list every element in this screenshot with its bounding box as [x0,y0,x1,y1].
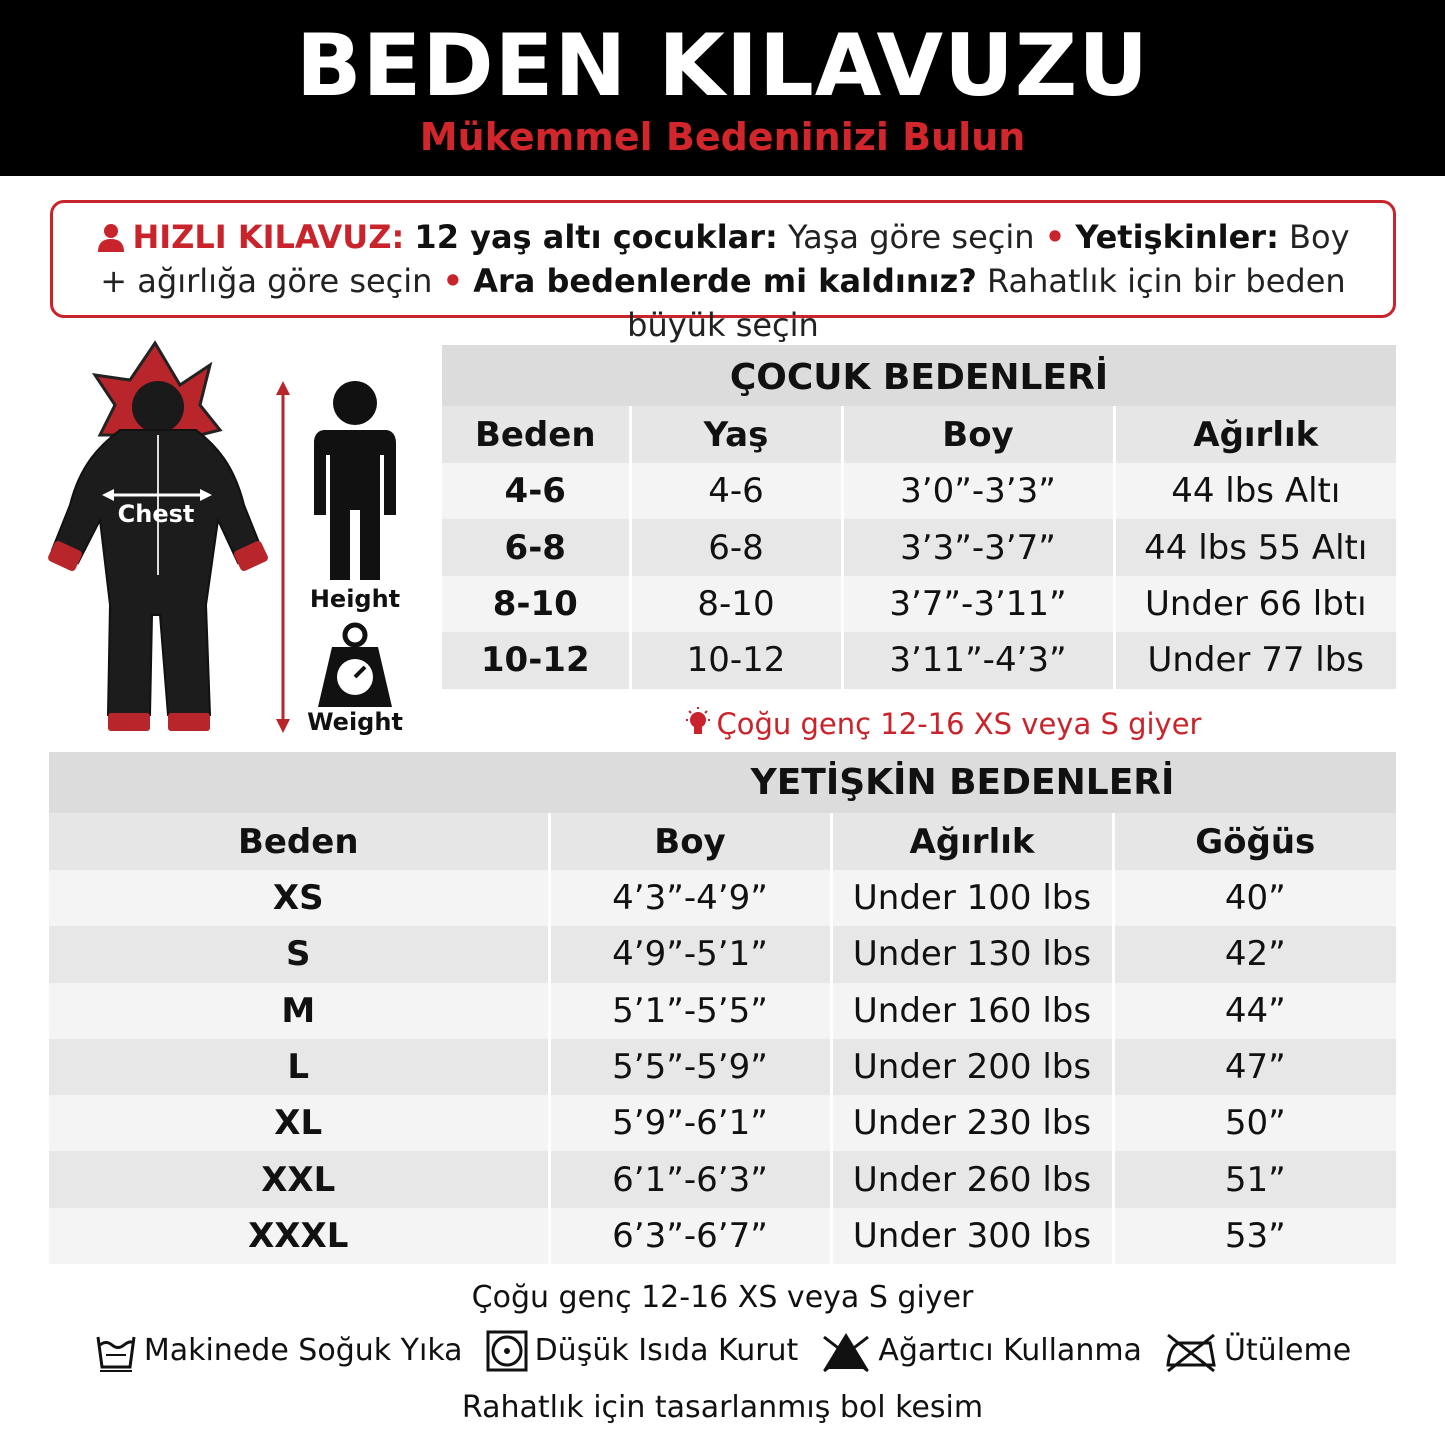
adults-cell-chest: 53” [1113,1208,1396,1264]
table-row [49,1095,1396,1151]
adults-cell-weight: Under 260 lbs [831,1151,1113,1207]
care-label-dry: Düşük Isıda Kurut [534,1333,799,1368]
quick-guide-separator: • [1044,218,1066,256]
kids-cell-age: 4-6 [630,463,842,519]
kids-header-size: Beden [474,414,596,455]
adults-cell-height: 4’9”-5’1” [549,926,831,982]
table-row [49,1151,1396,1207]
adults-cell-height: 6’3”-6’7” [549,1208,831,1264]
kids-cell-size: 6-8 [504,527,566,568]
care-item-wash [94,1326,463,1376]
height-label: Height [309,585,401,613]
kids-cell-height: 3’11”-4’3” [842,632,1114,688]
table-row [442,576,1396,632]
adults-cell-weight: Under 130 lbs [831,926,1113,982]
adults-cell-height: 5’5”-5’9” [549,1039,831,1095]
adults-size-table [49,752,1396,1264]
adults-cell-height: 6’1”-6’3” [549,1151,831,1207]
kids-cell-weight: Under 66 lbtı [1114,576,1396,632]
kids-table-header-row [442,406,1396,463]
kids-header-weight: Ağırlık [1114,406,1396,463]
table-row [442,632,1396,688]
adults-header-height: Boy [549,813,831,870]
adults-table-title: YETİŞKİN BEDENLERİ [49,752,1396,813]
kids-cell-weight: 44 lbs 55 Altı [1114,519,1396,575]
quick-guide-adults-text: Boy + ağırlığa göre seçin [100,218,1350,300]
table-row [442,519,1396,575]
kids-cell-height: 3’7”-3’11” [842,576,1114,632]
care-instructions [0,1326,1445,1376]
adults-cell-chest: 44” [1113,983,1396,1039]
care-label-wash: Makinede Soğuk Yıka [143,1333,463,1368]
adults-cell-chest: 50” [1113,1095,1396,1151]
kids-header-height: Boy [842,406,1114,463]
tumble-dry-low-icon [485,1329,529,1373]
adults-header-weight: Ağırlık [831,813,1113,870]
quick-guide-separator: • [442,262,464,300]
care-item-dry [485,1326,799,1376]
no-iron-icon [1164,1329,1218,1373]
wash-cold-icon [94,1329,138,1373]
kids-cell-age: 8-10 [630,576,842,632]
weight-icon [318,625,392,707]
adults-cell-height: 5’9”-6’1” [549,1095,831,1151]
kids-cell-size: 10-12 [480,640,590,681]
table-row [49,1208,1396,1264]
adults-cell-size: XXXL [248,1215,349,1256]
kids-cell-age: 10-12 [630,632,842,688]
care-item-bleach [820,1326,1142,1376]
care-label-bleach: Ağartıcı Kullanma [878,1333,1142,1368]
adults-cell-size: XS [272,878,324,919]
table-row [49,983,1396,1039]
adults-cell-weight: Under 200 lbs [831,1039,1113,1095]
adults-cell-weight: Under 160 lbs [831,983,1113,1039]
kids-size-table [442,345,1396,689]
chest-label: Chest [117,500,195,528]
costume-illustration [40,335,420,745]
care-item-iron [1164,1326,1351,1376]
footer-fit-note: Rahatlık için tasarlanmış bol kesim [461,1390,984,1425]
weight-label: Weight [307,708,403,736]
kids-table-title: ÇOCUK BEDENLERİ [442,345,1396,406]
page-header [0,0,1445,176]
adults-header-size: Beden [237,821,359,862]
adults-cell-height: 5’1”-5’5” [549,983,831,1039]
adults-cell-chest: 42” [1113,926,1396,982]
care-label-iron: Ütüleme [1223,1333,1352,1368]
adults-cell-chest: 47” [1113,1039,1396,1095]
adults-cell-size: XXL [261,1159,336,1200]
kids-cell-height: 3’3”-3’7” [842,519,1114,575]
quick-guide-box [50,200,1396,344]
quick-guide-kids-label: 12 yaş altı çocuklar: [414,218,778,256]
adults-header-chest: Göğüs [1113,813,1396,870]
no-bleach-icon [820,1329,872,1373]
quick-guide-between-label: Ara bedenlerde mi kaldınız? [473,262,977,300]
kids-cell-weight: 44 lbs Altı [1114,463,1396,519]
table-row [442,463,1396,519]
lightbulb-icon [683,706,713,740]
kids-cell-age: 6-8 [630,519,842,575]
page-title: BEDEN KILAVUZU [295,16,1150,116]
kids-cell-weight: Under 77 lbs [1114,632,1396,688]
table-row [49,870,1396,926]
quick-guide-between-text: Rahatlık için bir beden büyük seçin [627,262,1346,344]
adults-cell-weight: Under 230 lbs [831,1095,1113,1151]
person-icon [96,222,126,252]
adults-cell-height: 4’3”-4’9” [549,870,831,926]
person-silhouette-icon [314,381,396,580]
quick-guide-adults-label: Yetişkinler: [1075,218,1279,256]
teen-tip-text: Çoğu genç 12-16 XS veya S giyer [716,707,1202,741]
kids-header-age: Yaş [630,406,842,463]
adults-cell-size: S [286,934,311,975]
kids-cell-size: 8-10 [492,583,578,624]
adults-cell-weight: Under 300 lbs [831,1208,1113,1264]
adults-cell-chest: 40” [1113,870,1396,926]
adults-cell-size: L [287,1047,310,1088]
adults-cell-chest: 51” [1113,1151,1396,1207]
kids-cell-size: 4-6 [504,471,566,512]
footer-teen-note: Çoğu genç 12-16 XS veya S giyer [471,1280,974,1315]
adults-cell-size: XL [274,1103,323,1144]
table-row [49,926,1396,982]
adults-table-header-row [49,813,1396,870]
page-subtitle: Mükemmel Bedeninizi Bulun [419,115,1026,159]
quick-guide-label: HIZLI KILAVUZ: [132,218,405,256]
costume-diagram [40,335,420,745]
adults-cell-weight: Under 100 lbs [831,870,1113,926]
kids-cell-height: 3’0”-3’3” [842,463,1114,519]
table-row [49,1039,1396,1095]
teen-tip [442,704,1442,744]
quick-guide-kids-text: Yaşa göre seçin [777,218,1045,256]
adults-cell-size: M [281,990,316,1031]
